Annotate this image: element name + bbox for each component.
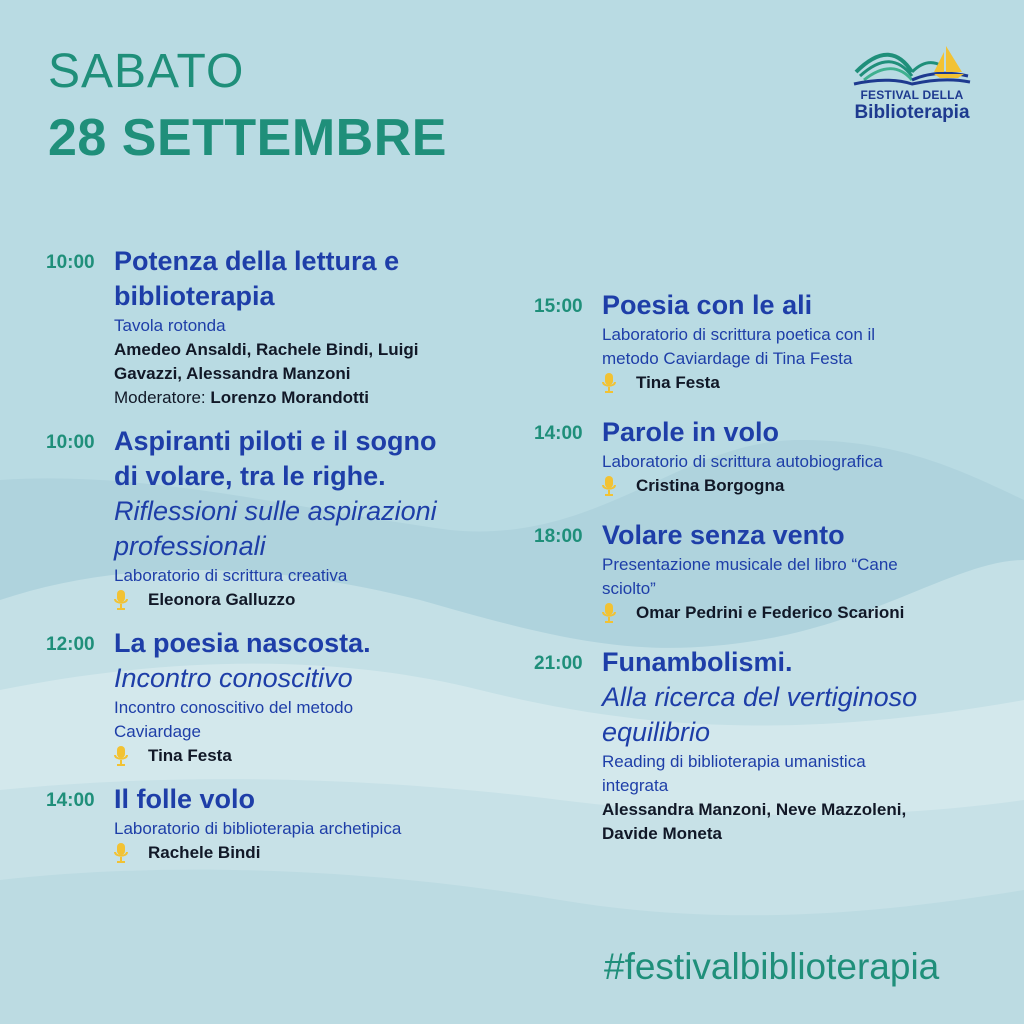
- event-time: 14:00: [46, 790, 95, 811]
- event-item: [534, 288, 994, 395]
- event-speaker: [114, 744, 516, 768]
- event-type: Incontro conoscitivo del metodo: [114, 698, 354, 717]
- event-type: integrata: [602, 776, 669, 795]
- event-time: 10:00: [46, 252, 95, 273]
- event-title: Poesia con le ali: [602, 290, 813, 320]
- event-item: [46, 424, 516, 612]
- event-subtitle: professionali: [114, 531, 266, 561]
- event-title: Volare senza vento: [602, 520, 845, 550]
- microphone-icon: [602, 603, 636, 623]
- event-item: [534, 518, 994, 625]
- day-date: 28 SETTEMBRE: [48, 109, 447, 167]
- microphone-icon: [602, 476, 636, 496]
- event-subtitle: equilibrio: [602, 717, 711, 747]
- event-type: Reading di biblioterapia umanistica: [602, 752, 866, 771]
- event-title: Funambolismi.: [602, 647, 793, 677]
- event-time: 10:00: [46, 432, 95, 453]
- schedule-right-column: [534, 288, 994, 846]
- event-speaker: [114, 841, 516, 865]
- day-name: SABATO: [48, 45, 245, 98]
- open-book-sailboat-icon: [850, 42, 974, 88]
- event-type: Laboratorio di scrittura poetica con il: [602, 325, 876, 344]
- event-speaker: [602, 371, 994, 395]
- event-title: La poesia nascosta.: [114, 628, 371, 658]
- speaker-name: Omar Pedrini e Federico Scarioni: [636, 603, 905, 622]
- microphone-icon: [114, 590, 148, 610]
- event-subtitle: Alla ricerca del vertiginoso: [602, 682, 918, 712]
- event-people: Davide Moneta: [602, 824, 722, 843]
- event-title: Potenza della lettura e: [114, 246, 400, 276]
- speaker-name: Cristina Borgogna: [636, 476, 785, 495]
- event-type: Presentazione musicale del libro “Cane: [602, 555, 898, 574]
- hashtag: #festivalbiblioterapia: [604, 946, 940, 987]
- event-people: Gavazzi, Alessandra Manzoni: [114, 364, 351, 383]
- event-item: [534, 415, 994, 498]
- event-type: Caviardage: [114, 722, 201, 741]
- microphone-icon: [114, 746, 148, 766]
- event-type: sciolto”: [602, 579, 656, 598]
- speaker-name: Eleonora Galluzzo: [148, 590, 296, 609]
- schedule-left-column: [46, 244, 516, 865]
- speaker-name: Tina Festa: [636, 373, 720, 392]
- event-people: Amedeo Ansaldi, Rachele Bindi, Luigi: [114, 340, 419, 359]
- event-time: 12:00: [46, 634, 95, 655]
- event-type: Laboratorio di scrittura autobiografica: [602, 452, 883, 471]
- event-time: 18:00: [534, 526, 583, 547]
- event-type: Laboratorio di scrittura creativa: [114, 566, 348, 585]
- event-title: biblioterapia: [114, 281, 275, 311]
- event-title: Il folle volo: [114, 784, 256, 814]
- festival-logo: [842, 42, 982, 124]
- event-title: di volare, tra le righe.: [114, 461, 386, 491]
- event-speaker: [602, 601, 994, 625]
- event-title: Parole in volo: [602, 417, 780, 447]
- logo-small-text: FESTIVAL DELLA: [860, 88, 964, 102]
- date-header: [48, 45, 447, 167]
- moderator-label: Moderatore:: [114, 388, 211, 407]
- moderator-name: Lorenzo Morandotti: [210, 388, 370, 407]
- event-moderator: [114, 386, 516, 410]
- event-speaker: [602, 474, 994, 498]
- event-type: Laboratorio di biblioterapia archetipica: [114, 819, 402, 838]
- event-time: 21:00: [534, 653, 583, 674]
- event-item: [46, 626, 516, 768]
- speaker-name: Rachele Bindi: [148, 843, 261, 862]
- microphone-icon: [114, 843, 148, 863]
- event-subtitle: Incontro conoscitivo: [114, 663, 353, 693]
- logo-big-text: Biblioterapia: [854, 102, 970, 123]
- event-type: metodo Caviardage di Tina Festa: [602, 349, 853, 368]
- event-subtitle: Riflessioni sulle aspirazioni: [114, 496, 437, 526]
- event-time: 14:00: [534, 423, 583, 444]
- event-speaker: [114, 588, 516, 612]
- speaker-name: Tina Festa: [148, 746, 232, 765]
- microphone-icon: [602, 373, 636, 393]
- event-item: [46, 782, 516, 865]
- event-item: [534, 645, 994, 846]
- event-people: Alessandra Manzoni, Neve Mazzoleni,: [602, 800, 907, 819]
- event-item: [46, 244, 516, 410]
- event-type: Tavola rotonda: [114, 316, 226, 335]
- event-time: 15:00: [534, 296, 583, 317]
- event-title: Aspiranti piloti e il sogno: [114, 426, 437, 456]
